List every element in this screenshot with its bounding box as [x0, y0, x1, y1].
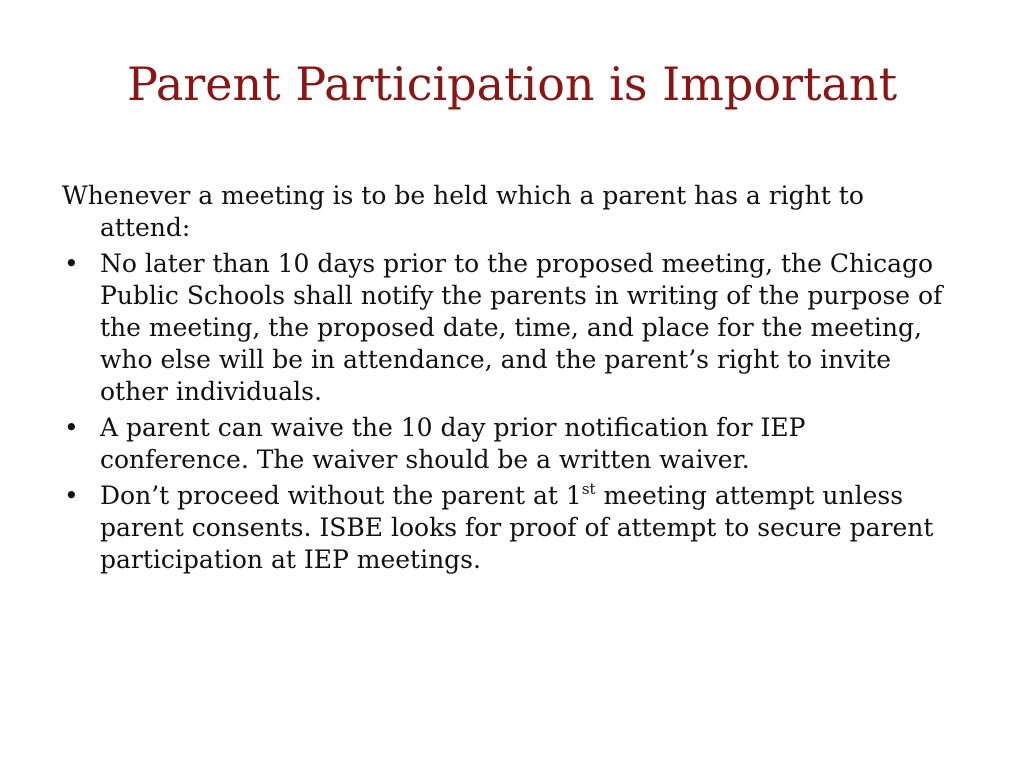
bullet-icon: •	[64, 481, 79, 510]
bullet-item-proceed	[62, 480, 960, 576]
bullet-item-waiver	[62, 412, 960, 476]
bullet-item-notice	[62, 248, 960, 408]
slide-body	[62, 180, 960, 580]
bullet-text	[100, 481, 933, 574]
bullet-text-after-sup: meeting attempt unless parent consents. ISBE looks for proof of attempt to secure parent participation at IEP meetings.	[100, 481, 934, 574]
bullet-list	[62, 248, 960, 576]
bullet-text: A parent can waive the 10 day prior notification for IEP conference. The waiver should be a written waiver.	[100, 413, 806, 474]
ordinal-superscript: st	[581, 480, 596, 498]
intro-paragraph: Whenever a meeting is to be held which a parent has a right to attend:	[62, 181, 864, 242]
bullet-text-before-sup: Don’t proceed without the parent at 1	[100, 481, 582, 510]
slide-title: Parent Participation is Important	[126, 57, 898, 111]
bullet-text: No later than 10 days prior to the proposed meeting, the Chicago Public Schools shall notify the parents in writing of the purpose of the meeting, the proposed date, time, and place for the meeting, who else will be in attendance, and the parent’s right to invite other individuals.	[100, 249, 943, 406]
bullet-icon: •	[64, 413, 79, 442]
bullet-icon: •	[64, 249, 79, 278]
